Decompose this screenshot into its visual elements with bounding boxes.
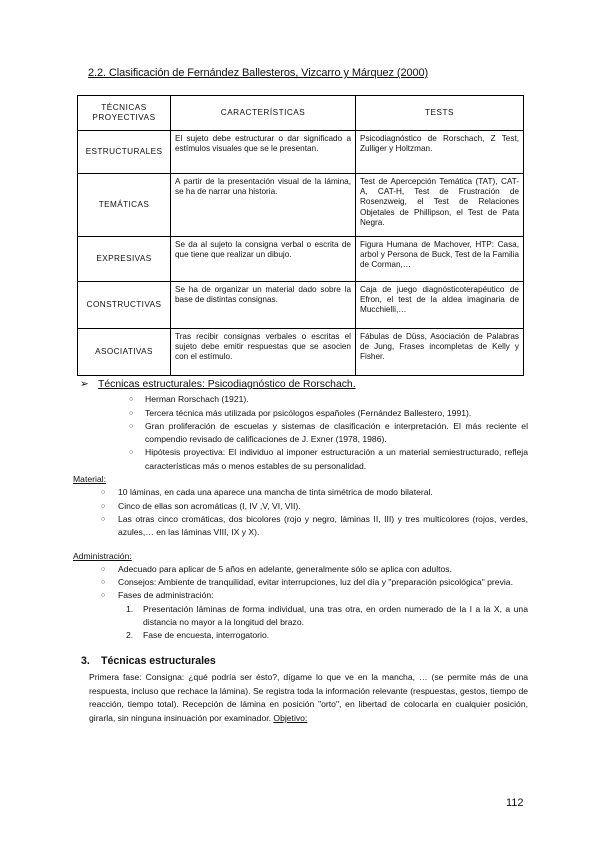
row-category: TEMÁTICAS xyxy=(78,174,171,237)
circle-bullet-icon: ○ xyxy=(101,515,106,523)
row-characteristics: Se da al sujeto la consigna verbal o escrita de que tiene que realizar un dibujo. xyxy=(171,237,356,282)
list-item-text: Cinco de ellas son acromáticas (I, IV ,V, VI, VII). xyxy=(118,500,301,511)
administracion-label: Administración: xyxy=(73,550,132,561)
circle-bullet-icon: ○ xyxy=(129,409,134,417)
circle-bullet-icon: ○ xyxy=(101,592,106,600)
circle-bullet-icon: ○ xyxy=(101,579,106,587)
list-item xyxy=(73,446,528,473)
list-item-text: 10 láminas, en cada una aparece una mancha de tinta simétrica de modo bilateral. xyxy=(118,487,433,498)
rorschach-list xyxy=(73,393,528,473)
row-tests: Caja de juego diagnósticoterapéutico de Efron, el test de la aldea imaginaria de Mucchielli,… xyxy=(356,282,524,329)
list-item xyxy=(73,603,528,630)
row-tests: Test de Apercepción Temática (TAT), CAT-A, CAT-H, Test de Frustración de Rosenzweig, el Test de Relaciones Objetales de Phillipson, el Test de Pata Negra. xyxy=(356,174,524,237)
phase-number: 1. xyxy=(126,603,134,614)
list-item-text: Fases de administración: xyxy=(118,590,214,601)
list-item xyxy=(73,513,528,540)
row-category: ASOCIATIVAS xyxy=(78,329,171,376)
list-item-text: Herman Rorschach (1921). xyxy=(145,394,249,405)
row-characteristics: Se ha de organizar un material dado sobre la base de distintas consignas. xyxy=(171,282,356,329)
section-3-title: Técnicas estructurales xyxy=(101,654,216,667)
list-item xyxy=(73,629,528,642)
circle-bullet-icon: ○ xyxy=(101,489,106,497)
list-item xyxy=(73,500,528,513)
subsection-title xyxy=(80,378,535,391)
header-techniques: TÉCNICAS PROYECTIVAS xyxy=(78,96,171,131)
row-characteristics: A partir de la presentación visual de la lámina, se ha de narrar una historia. xyxy=(171,174,356,237)
list-item-text: Hipótesis proyectiva: El individuo al imponer estructuración a un material semiestructurado, refleja características más o menos estables de su personalidad. xyxy=(145,447,528,471)
arrow-icon: ➢ xyxy=(80,379,89,390)
body-content xyxy=(73,378,528,725)
phase-number: 2. xyxy=(126,630,134,641)
circle-bullet-icon: ○ xyxy=(129,422,134,430)
row-tests: Psicodiagnóstico de Rorschach, Z Test, Zulliger y Holtzman. xyxy=(356,131,524,174)
section-heading: 2.2. Clasificación de Fernández Ballesteros, Vizcarro y Márquez (2000) xyxy=(88,67,429,79)
list-item xyxy=(73,563,528,576)
section-3-number: 3. xyxy=(81,654,90,667)
circle-bullet-icon: ○ xyxy=(129,396,134,404)
list-item xyxy=(73,589,528,602)
material-list xyxy=(73,486,528,539)
table-row xyxy=(78,282,524,329)
subsection-title-text: Técnicas estructurales: Psicodiagnóstico de Rorschach. xyxy=(98,379,356,390)
list-item-text: Adecuado para aplicar de 5 años en adelante, generalmente sólo se aplica con adultos. xyxy=(118,563,452,574)
paragraph-text: Primera fase: Consigna: ¿qué podría ser ésto?, dígame lo que ve en la mancha, … (se permite más de una respuesta, incluso que rechace la lámina). Se registra toda la información relevante (respuestas, gestos, tiempo de reacción, tiempo total). Recepción de lámina en posición "orto", en libertad de colocarla en cualquier posición, girarla, sin ninguna insinuación por examinador. xyxy=(89,671,528,723)
table-row xyxy=(78,174,524,237)
section-3-heading xyxy=(81,655,528,668)
circle-bullet-icon: ○ xyxy=(129,449,134,457)
table-row xyxy=(78,131,524,174)
table-row xyxy=(78,237,524,282)
list-item-text: Las otras cinco cromáticas, dos bicolores (rojo y negro, láminas II, III) y tres multicolores (rojos, verdes, azules,… en las láminas VIII, IX y X). xyxy=(118,513,528,538)
objetivo-link: Objetivo: xyxy=(273,712,308,723)
circle-bullet-icon: ○ xyxy=(101,502,106,510)
list-item xyxy=(73,576,528,589)
page-number: 112 xyxy=(506,797,524,809)
phase-text: Fase de encuesta, interrogatorio. xyxy=(143,630,270,641)
row-characteristics: Tras recibir consignas verbales o escritas el sujeto debe emitir respuestas que se asocien con el estímulo. xyxy=(171,329,356,376)
table-row xyxy=(78,329,524,376)
administracion-list xyxy=(73,563,528,603)
classification-table xyxy=(77,95,524,376)
list-item xyxy=(73,393,528,406)
row-tests: Figura Humana de Machover, HTP: Casa, arbol y Persona de Buck, Test de la Familia de Corman,… xyxy=(356,237,524,282)
header-characteristics: CARACTERÍSTICAS xyxy=(171,96,356,131)
material-label: Material: xyxy=(73,474,106,485)
row-tests: Fábulas de Düss, Asociación de Palabras de Jung, Frases incompletas de Kelly y Fisher. xyxy=(356,329,524,376)
row-category: CONSTRUCTIVAS xyxy=(78,282,171,329)
circle-bullet-icon: ○ xyxy=(101,565,106,573)
list-item xyxy=(73,486,528,499)
row-characteristics: El sujeto debe estructurar o dar significado a estímulos visuales que se le presentan. xyxy=(171,131,356,174)
row-category: ESTRUCTURALES xyxy=(78,131,171,174)
phase-text: Presentación láminas de forma individual, una tras otra, en orden numerado de la I a la X, a una distancia no mayor a la longitud del brazo. xyxy=(143,603,528,628)
row-category: EXPRESIVAS xyxy=(78,237,171,282)
phases-list xyxy=(73,603,528,643)
list-item xyxy=(73,420,528,447)
list-item-text: Gran proliferación de escuelas y sistemas de clasificación e interpretación. El más reciente el compendio revisado de calificaciones de J. Exner (1978, 1986). xyxy=(145,420,528,445)
list-item-text: Consejos: Ambiente de tranquilidad, evitar interrupciones, luz del día y "preparación psicológica" previa. xyxy=(118,577,513,588)
list-item-text: Tercera técnica más utilizada por psicólogos españoles (Fernández Ballestero, 1991). xyxy=(145,407,472,418)
section-3-paragraph xyxy=(89,671,528,725)
table-header-row xyxy=(78,96,524,131)
list-item xyxy=(73,407,528,420)
header-tests: TESTS xyxy=(356,96,524,131)
